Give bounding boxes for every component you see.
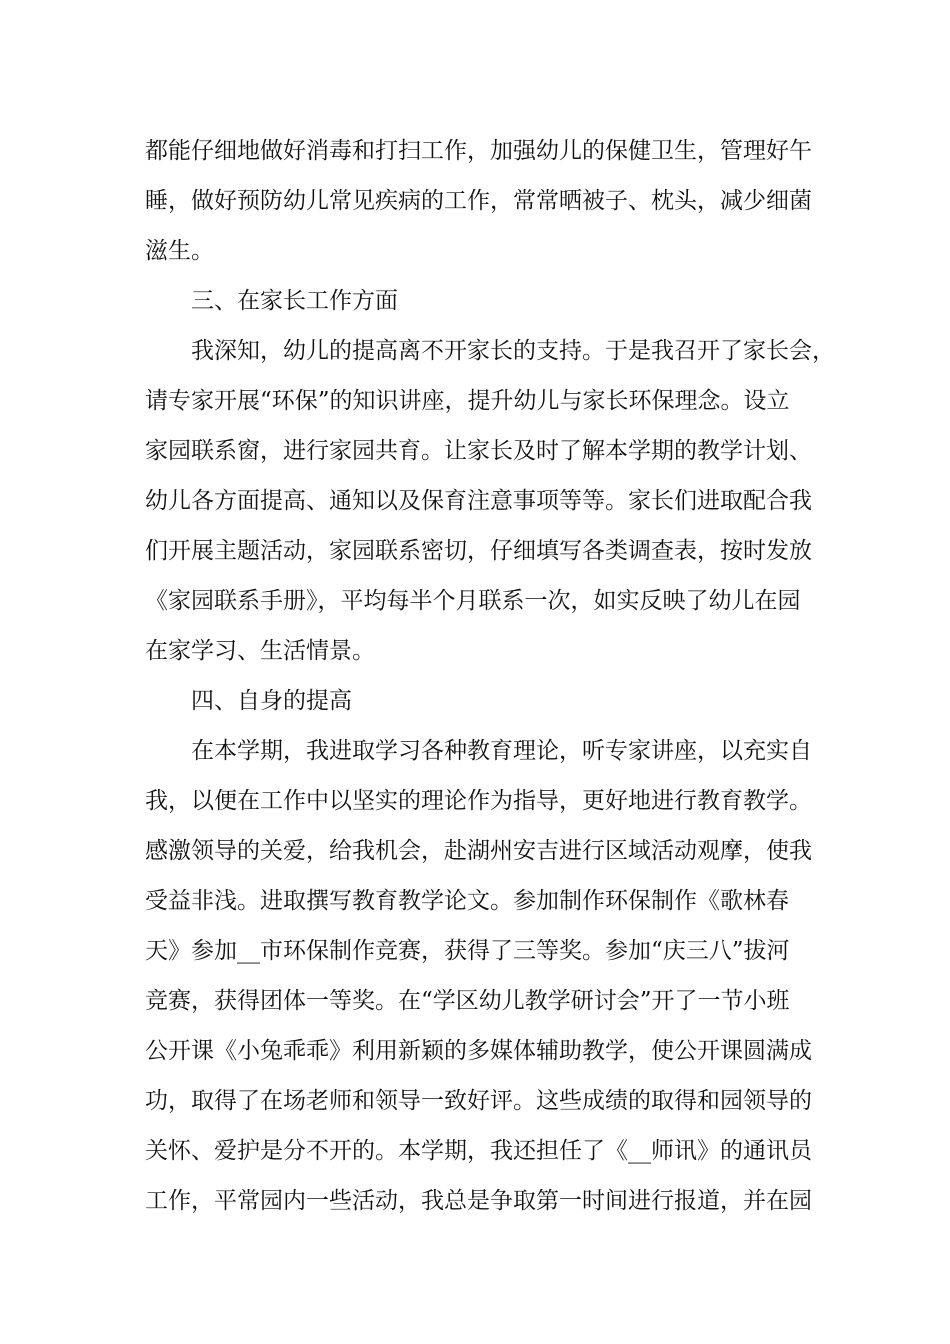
text-line: 天》参加__市环保制作竞赛，获得了三等奖。参加“庆三八”拔河: [145, 938, 790, 964]
text-line: 睡，做好预防幼儿常见疾病的工作，常常晒被子、枕头，减少细菌: [145, 188, 812, 214]
text-line: 受益非浅。进取撰写教育教学论文。参加制作环保制作《歌林春: [145, 888, 789, 914]
text-line: 感激领导的关爱，给我机会，赴湖州安吉进行区域活动观摩，使我: [145, 838, 812, 864]
text-line: 幼儿各方面提高、通知以及保育注意事项等等。家长们进取配合我: [145, 488, 812, 514]
text-line: 们开展主题活动，家园联系密切，仔细填写各类调查表，按时发放: [145, 538, 812, 564]
text-line: 功，取得了在场老师和领导一致好评。这些成绩的取得和园领导的: [145, 1088, 812, 1114]
section-heading: 四、自身的提高: [191, 688, 352, 714]
text-line: 我深知，幼儿的提高离不开家长的支持。于是我召开了家长会，: [191, 338, 835, 364]
text-line: 在家学习、生活情景。: [145, 638, 375, 664]
text-line: 我，以便在工作中以坚实的理论作为指导，更好地进行教育教学。: [145, 788, 812, 814]
text-line: 家园联系窗，进行家园共育。让家长及时了解本学期的教学计划、: [145, 438, 812, 464]
text-line: 工作，平常园内一些活动，我总是争取第一时间进行报道，并在园: [145, 1188, 812, 1214]
text-line: 关怀、爱护是分不开的。本学期，我还担任了《__师讯》的通讯员: [145, 1138, 812, 1164]
text-line: 都能仔细地做好消毒和打扫工作，加强幼儿的保健卫生，管理好午: [145, 138, 812, 164]
section-heading: 三、在家长工作方面: [191, 288, 398, 314]
text-line: 公开课《小兔乖乖》利用新颖的多媒体辅助教学，使公开课圆满成: [145, 1038, 812, 1064]
text-line: 《家园联系手册》，平均每半个月联系一次，如实反映了幼儿在园: [145, 588, 801, 614]
text-line: 竞赛，获得团体一等奖。在“学区幼儿教学研讨会”开了一节小班: [145, 988, 790, 1014]
text-line: 请专家开展“环保”的知识讲座，提升幼儿与家长环保理念。设立: [145, 388, 790, 414]
text-line: 在本学期，我进取学习各种教育理论，听专家讲座，以充实自: [191, 738, 812, 764]
text-line: 滋生。: [145, 238, 214, 264]
